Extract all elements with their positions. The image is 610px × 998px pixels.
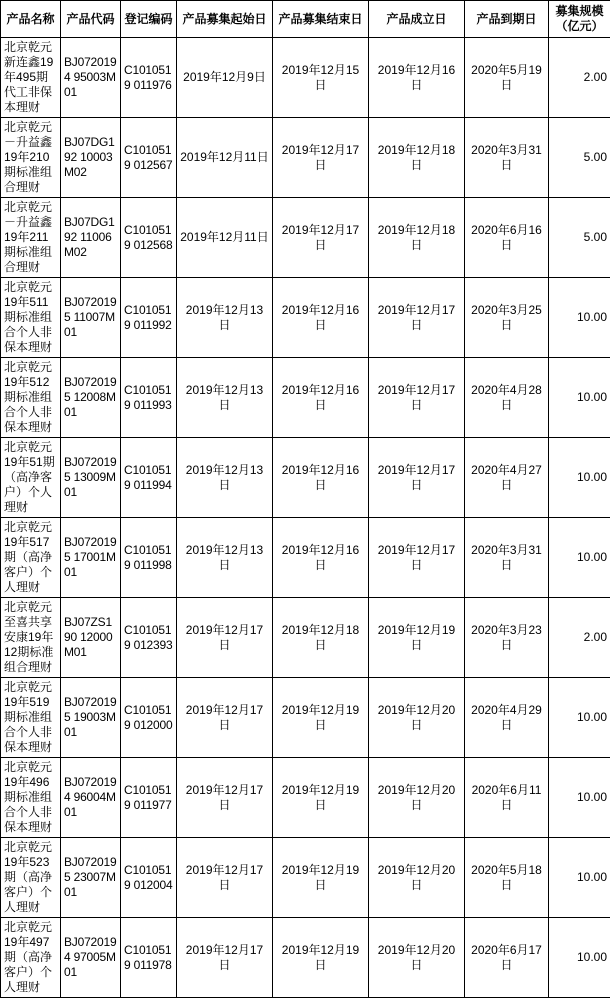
- table-row: [1, 678, 610, 758]
- cell-product-code: BJ0720195 19003M01: [61, 678, 121, 758]
- cell-registration-code: C1010519 011993: [121, 358, 177, 438]
- cell-product-code: BJ07DG192 10003M02: [61, 118, 121, 198]
- cell-product-name: 北京乾元19年496期标准组合个人非保本理财: [1, 758, 61, 838]
- column-header-raise-start-date: 产品募集起始日: [177, 1, 273, 38]
- table-row: [1, 358, 610, 438]
- cell-maturity-date: 2020年4月28日: [465, 358, 549, 438]
- cell-raise-start-date: 2019年12月17日: [177, 598, 273, 678]
- cell-raise-start-date: 2019年12月13日: [177, 518, 273, 598]
- column-header-registration-code: 登记编码: [121, 1, 177, 38]
- cell-raise-end-date: 2019年12月19日: [273, 838, 369, 918]
- cell-product-name: 北京乾元19年51期（高净客户）个人理财: [1, 438, 61, 518]
- cell-establish-date: 2019年12月17日: [369, 438, 465, 518]
- table-row: [1, 598, 610, 678]
- column-header-establish-date: 产品成立日: [369, 1, 465, 38]
- cell-product-code: BJ0720195 13009M01: [61, 438, 121, 518]
- cell-registration-code: C1010519 011994: [121, 438, 177, 518]
- cell-raise-start-date: 2019年12月11日: [177, 198, 273, 278]
- cell-product-name: 北京乾元新连鑫19年495期代工非保本理财: [1, 38, 61, 118]
- cell-raise-end-date: 2019年12月17日: [273, 118, 369, 198]
- cell-establish-date: 2019年12月17日: [369, 278, 465, 358]
- cell-product-code: BJ0720194 95003M01: [61, 38, 121, 118]
- cell-maturity-date: 2020年3月31日: [465, 118, 549, 198]
- cell-establish-date: 2019年12月20日: [369, 918, 465, 998]
- table-row: [1, 758, 610, 838]
- cell-registration-code: C1010519 012004: [121, 838, 177, 918]
- table-row: [1, 518, 610, 598]
- cell-maturity-date: 2020年4月27日: [465, 438, 549, 518]
- cell-raise-scale: 2.00: [549, 598, 610, 678]
- table-row: [1, 918, 610, 998]
- cell-maturity-date: 2020年5月19日: [465, 38, 549, 118]
- cell-establish-date: 2019年12月17日: [369, 358, 465, 438]
- cell-raise-end-date: 2019年12月16日: [273, 278, 369, 358]
- column-header-maturity-date: 产品到期日: [465, 1, 549, 38]
- cell-maturity-date: 2020年4月29日: [465, 678, 549, 758]
- table-header-row: [1, 1, 610, 38]
- cell-maturity-date: 2020年5月18日: [465, 838, 549, 918]
- cell-product-code: BJ0720195 17001M01: [61, 518, 121, 598]
- cell-establish-date: 2019年12月17日: [369, 518, 465, 598]
- table-row: [1, 38, 610, 118]
- cell-raise-start-date: 2019年12月9日: [177, 38, 273, 118]
- cell-raise-start-date: 2019年12月17日: [177, 918, 273, 998]
- cell-raise-scale: 2.00: [549, 38, 610, 118]
- cell-registration-code: C1010519 011976: [121, 38, 177, 118]
- cell-registration-code: C1010519 012000: [121, 678, 177, 758]
- cell-raise-scale: 5.00: [549, 118, 610, 198]
- cell-raise-scale: 10.00: [549, 358, 610, 438]
- column-header-raise-scale: 募集规模（亿元）: [549, 1, 610, 38]
- table-row: [1, 838, 610, 918]
- cell-raise-end-date: 2019年12月15日: [273, 38, 369, 118]
- cell-raise-scale: 10.00: [549, 678, 610, 758]
- column-header-raise-end-date: 产品募集结束日: [273, 1, 369, 38]
- cell-raise-start-date: 2019年12月11日: [177, 118, 273, 198]
- cell-product-name: 北京乾元19年512期标准组合个人非保本理财: [1, 358, 61, 438]
- cell-registration-code: C1010519 012393: [121, 598, 177, 678]
- cell-establish-date: 2019年12月16日: [369, 38, 465, 118]
- cell-establish-date: 2019年12月20日: [369, 678, 465, 758]
- cell-product-name: 北京乾元19年497期（高净客户）个人理财: [1, 918, 61, 998]
- cell-raise-scale: 10.00: [549, 438, 610, 518]
- cell-raise-start-date: 2019年12月13日: [177, 358, 273, 438]
- cell-raise-end-date: 2019年12月17日: [273, 198, 369, 278]
- cell-establish-date: 2019年12月18日: [369, 118, 465, 198]
- cell-raise-scale: 5.00: [549, 198, 610, 278]
- cell-product-code: BJ0720194 96004M01: [61, 758, 121, 838]
- cell-product-name: 北京乾元19年519期标准组合个人非保本理财: [1, 678, 61, 758]
- cell-raise-scale: 10.00: [549, 758, 610, 838]
- cell-registration-code: C1010519 012567: [121, 118, 177, 198]
- cell-raise-start-date: 2019年12月17日: [177, 678, 273, 758]
- table-row: [1, 438, 610, 518]
- column-header-product-code: 产品代码: [61, 1, 121, 38]
- cell-maturity-date: 2020年3月23日: [465, 598, 549, 678]
- cell-product-code: BJ0720194 97005M01: [61, 918, 121, 998]
- cell-registration-code: C1010519 011977: [121, 758, 177, 838]
- cell-product-code: BJ0720195 11007M01: [61, 278, 121, 358]
- cell-registration-code: C1010519 011998: [121, 518, 177, 598]
- cell-raise-start-date: 2019年12月13日: [177, 278, 273, 358]
- cell-product-code: BJ07DG192 11006M02: [61, 198, 121, 278]
- cell-product-name: 北京乾元－升益鑫19年210期标准组合理财: [1, 118, 61, 198]
- cell-registration-code: C1010519 012568: [121, 198, 177, 278]
- cell-product-code: BJ0720195 12008M01: [61, 358, 121, 438]
- cell-raise-scale: 10.00: [549, 518, 610, 598]
- table-row: [1, 118, 610, 198]
- cell-product-name: 北京乾元至喜共享安康19年12期标准组合理财: [1, 598, 61, 678]
- cell-product-code: BJ07ZS190 12000M01: [61, 598, 121, 678]
- cell-raise-end-date: 2019年12月16日: [273, 358, 369, 438]
- cell-establish-date: 2019年12月20日: [369, 838, 465, 918]
- cell-raise-scale: 10.00: [549, 918, 610, 998]
- table-row: [1, 278, 610, 358]
- cell-product-code: BJ0720195 23007M01: [61, 838, 121, 918]
- cell-raise-end-date: 2019年12月19日: [273, 918, 369, 998]
- cell-establish-date: 2019年12月20日: [369, 758, 465, 838]
- cell-raise-start-date: 2019年12月17日: [177, 758, 273, 838]
- cell-establish-date: 2019年12月18日: [369, 198, 465, 278]
- table-row: [1, 198, 610, 278]
- cell-establish-date: 2019年12月19日: [369, 598, 465, 678]
- cell-registration-code: C1010519 011992: [121, 278, 177, 358]
- cell-product-name: 北京乾元－升益鑫19年211期标准组合理财: [1, 198, 61, 278]
- cell-maturity-date: 2020年6月11日: [465, 758, 549, 838]
- cell-raise-end-date: 2019年12月16日: [273, 438, 369, 518]
- cell-registration-code: C1010519 011978: [121, 918, 177, 998]
- cell-raise-end-date: 2019年12月19日: [273, 678, 369, 758]
- cell-raise-scale: 10.00: [549, 838, 610, 918]
- cell-raise-start-date: 2019年12月17日: [177, 838, 273, 918]
- cell-raise-start-date: 2019年12月13日: [177, 438, 273, 518]
- cell-raise-end-date: 2019年12月19日: [273, 758, 369, 838]
- cell-raise-end-date: 2019年12月18日: [273, 598, 369, 678]
- cell-maturity-date: 2020年3月31日: [465, 518, 549, 598]
- column-header-product-name: 产品名称: [1, 1, 61, 38]
- cell-maturity-date: 2020年6月17日: [465, 918, 549, 998]
- cell-raise-scale: 10.00: [549, 278, 610, 358]
- cell-maturity-date: 2020年6月16日: [465, 198, 549, 278]
- cell-raise-end-date: 2019年12月16日: [273, 518, 369, 598]
- cell-product-name: 北京乾元19年511期标准组合个人非保本理财: [1, 278, 61, 358]
- cell-maturity-date: 2020年3月25日: [465, 278, 549, 358]
- cell-product-name: 北京乾元19年517期（高净客户）个人理财: [1, 518, 61, 598]
- cell-product-name: 北京乾元19年523期（高净客户）个人理财: [1, 838, 61, 918]
